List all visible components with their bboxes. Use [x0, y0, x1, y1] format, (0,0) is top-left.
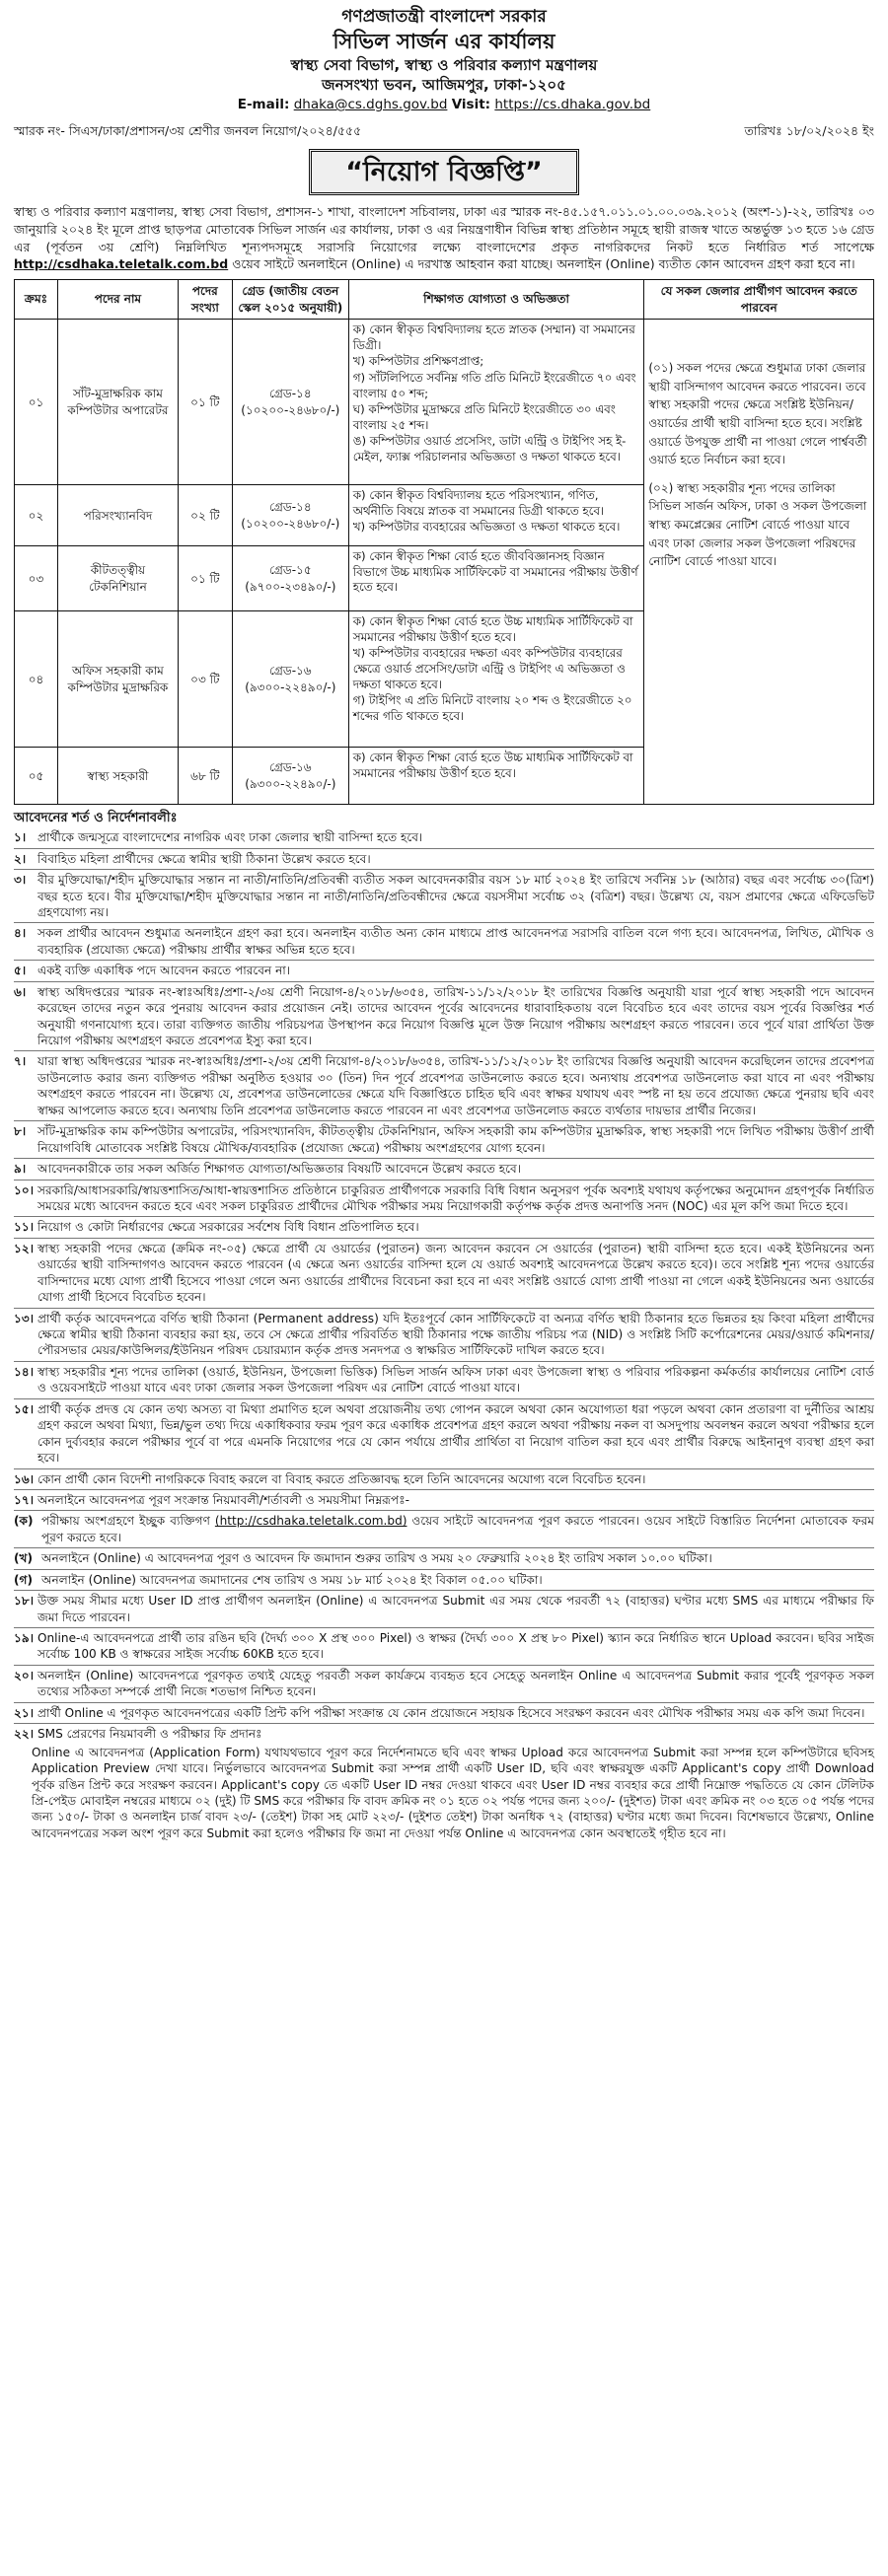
office-name: সিভিল সার্জন এর কার্যালয় — [333, 30, 555, 54]
condition-number: ১১। — [14, 1220, 35, 1235]
online-rule-item — [14, 1548, 874, 1569]
condition-number: ১৮। — [14, 1594, 35, 1609]
condition-item — [14, 1666, 874, 1703]
title-wrap — [14, 149, 874, 195]
qualification-item: খ) কম্পিউটার ব্যবহারের অভিজ্ঞতা ও দক্ষতা থাকতে হবে। — [352, 520, 621, 535]
row-count: ০১ টি — [178, 320, 232, 485]
condition-item — [14, 1703, 874, 1724]
condition-number: ৬। — [14, 984, 27, 999]
eligible-districts — [644, 320, 874, 805]
qualification-item: খ) কম্পিউটার প্রশিক্ষণপ্রাপ্ত; — [352, 354, 484, 369]
condition-number: ২০। — [14, 1668, 35, 1682]
district-note-2: (০২) স্বাস্থ্য সহকারীর শূন্য পদের তালিকা সিভিল সার্জন অফিস, ঢাকা ও সকল উপজেলা স্বাস্থ্য কমপ্লেক্সের নোটিশ বোর্ডে পাওয়া যাবে এবং ঢাকা জেলার সকল উপজেলা পরিষদের নোটিশ বোর্ডে পাওয়া যাবে। — [648, 480, 867, 569]
condition-text: প্রার্থী কর্তৃক প্রদত্ত যে কোন তথ্য অসত্য বা মিথ্যা প্রমাণিত হলে অথবা প্রয়োজনীয় তথ্য গোপন করলে অথবা কোন অযোগ্যতা ধরা পড়লে অথবা কোন প্রতারণা বা দুর্নীতির আশ্রয় গ্রহণ করলে অথবা মিথ্যা, ভিন্ন/ভুল তথ্য দিয়ে একাধিকবার ফরম পূরণ করে একাধিক প্রবেশপত্র গ্রহণ করলে অথবা পরীক্ষায় নকল বা অসদুপায় অবলম্বন করলে অথবা পরীক্ষার হলে কোন দুর্ব্যবহার করলে পরীক্ষার পূর্বে বা পরে এমনকি নিয়োগের পরে যে কোন পর্যায়ে প্রার্থীর প্রার্থিতা বা নিয়োগ বাতিল করা হবে এবং প্রার্থীর বিরুদ্ধে আইনানুগ ব্যবস্থা গ্রহণ করা হবে। — [37, 1401, 874, 1466]
condition-text: একই ব্যক্তি একাধিক পদে আবেদন করতে পারবেন না। — [37, 964, 291, 978]
row-post: অফিস সহকারী কাম কম্পিউটার মুদ্রাক্ষরিক — [57, 611, 178, 748]
row-post: পরিসংখ্যানবিদ — [57, 485, 178, 546]
contact-line — [14, 96, 874, 114]
condition-number: ২১। — [14, 1705, 35, 1720]
district-note-1: (০১) সকল পদের ক্ষেত্রে শুধুমাত্র ঢাকা জেলার স্থায়ী বাসিন্দাগণ আবেদন করতে পারবেন। তবে স্বাস্থ্য সহকারী পদের ক্ষেত্রে সংশ্লিষ্ট ইউনিয়ন/ওয়ার্ডের প্রার্থী স্থায়ী বাসিন্দা হতে হবে। সংশ্লিষ্ট ওয়ার্ডে উপযুক্ত প্রার্থী না পাওয়া গেলে পার্শ্ববর্তী ওয়ার্ড হতে নির্বাচন করা হবে। — [648, 361, 867, 467]
email-link[interactable]: dhaka@cs.dghs.gov.bd — [293, 97, 448, 113]
memo-line — [14, 122, 874, 139]
row-serial: ০৪ — [15, 611, 58, 748]
pay-scale: (৯৩০০-২২৪৯০/-) — [245, 680, 336, 694]
condition-text: স্বাস্থ্য সহকারীর শূন্য পদের তালিকা (ওয়ার্ড, ইউনিয়ন, উপজেলা ভিত্তিক) সিভিল সার্জন অফিস ঢাকা এবং উপজেলা স্বাস্থ্য ও পরিবার পরিকল্পনা কর্মকর্তার কার্যালয়ের নোটিশ বোর্ড ও ওয়েবসাইটে পাওয়া যাবে এবং ঢাকা জেলার সকল উপজেলা পরিষদ এর নোটিশ বোর্ডে পাওয়া যাবে। — [37, 1364, 874, 1395]
row-grade — [232, 320, 348, 485]
condition-text: সকল প্রার্থীর আবেদন শুধুমাত্র অনলাইনে গ্রহণ করা হবে। অনলাইন ব্যতীত অন্য কোন মাধ্যমে প্রাপ্ত আবেদনপত্র সরাসরি বাতিল বলে গণ্য হবে। আবেদনপত্র, লিখিত, মৌখিক ও ব্যবহারিক (প্রযোজ্য ক্ষেত্রে) পরীক্ষায় প্রার্থীর স্বাক্ষর অভিন্ন হতে হবে। — [37, 926, 874, 957]
condition-text: যারা স্বাস্থ্য অধিদপ্তরের স্মারক নং-স্বাঃঅধিঃ/প্রশা-২/৩য় শ্রেণী নিয়োগ-৪/২০১৮/৬৩৫৪, তারিখ-১১/১২/২০১৮ ইং তারিখের বিজ্ঞপ্তি অনুযায়ী আবেদন করেছিলেন তাদের প্রবেশপত্র ডাউনলোড করার জন্য ব্যক্তিগত পরীক্ষা অনুষ্ঠিত হওয়ার ৩০ (তিন) দিন পূর্বে প্রবেশপত্র ডাউনলোড করতে হবে। অন্যথায় প্রবেশপত্র ডাউনলোড করা যাবে না এবং পরীক্ষায় অংশগ্রহণ করতে পারবেন না। উল্লেখ্য যে, প্রবেশপত্র ডাউনলোডের ক্ষেত্রে যদি বিজ্ঞাপ্তিতে চাহিত ছবি এবং স্বাক্ষর যথাযথ এবং স্পষ্ট না হয় তবে প্রযোজ্য ক্ষেত্রে পুনরায় ছবি এবং স্বাক্ষর আপলোড করতে হবে। অন্যথায় তিনি প্রবেশপত্র ডাউনলোড করতে পারবেন না এবং প্রবেশপত্র ডাউনলোড করতে ব্যর্থতার দায়ভার প্রার্থীর নিজের। — [37, 1054, 875, 1117]
condition-number: ৭। — [14, 1054, 27, 1069]
condition-item — [14, 1309, 874, 1362]
condition-text: Online-এ আবেদনপত্রে প্রার্থী তার রঙিন ছবি (দৈর্ঘ্য ৩০০ X প্রস্থ ৩০০ Pixel) ও স্বাক্ষর (দৈর্ঘ্য ৩০০ X প্রস্থ ৮০ Pixel) স্ক্যান করে নির্ধারিত স্থানে Upload করবেন। ছবির সাইজ সর্বোচ্চ 100 KB ও স্বাক্ষরের সাইজ সর্বোচ্চ 60KB হতে হবে। — [37, 1631, 874, 1662]
condition-text: প্রার্থী Online এ পূরণকৃত আবেদনপত্রের একটি প্রিন্ট কপি পরীক্ষা সংক্রান্ত যে কোন প্রয়োজনে সহায়ক হিসেবে সংরক্ষণ করবেন এবং মৌখিক পরীক্ষার সময় এক কপি জমা দিবেন। — [37, 1705, 865, 1720]
application-site-link[interactable]: http://csdhaka.teletalk.com.bd — [14, 256, 229, 272]
row-qualification — [348, 611, 644, 748]
row-grade — [232, 748, 348, 805]
header-qualification: শিক্ষাগত যোগ্যতা ও অভিজ্ঞতা — [348, 280, 644, 320]
condition-text: উক্ত সময় সীমার মধ্যে User ID প্রাপ্ত প্রার্থীগণ অনলাইন (Online) এ আবেদনপত্র Submit এর সময় থেকে পরবর্তী ৭২ (বাহাত্তর) ঘণ্টার মধ্যে SMS এর মাধ্যমে পরীক্ষার ফি জমা দিতে পারবেন। — [37, 1594, 874, 1624]
online-rule-number: (খ) — [14, 1551, 33, 1566]
qualification-item: ঘ) কম্পিউটার মুদ্রাক্ষরে প্রতি মিনিটে ইংরেজীতে ৩০ এবং বাংলায় ২৫ শব্দ। — [352, 402, 616, 432]
row-serial: ০২ — [15, 485, 58, 546]
condition-item — [14, 1591, 874, 1628]
grade-label: গ্রেড-১৪ — [269, 387, 312, 401]
condition-text: বীর মুক্তিযোদ্ধা/শহীদ মুক্তিযোদ্ধার সন্তান না নাতী/নাতিনি/প্রতিবন্ধী ব্যতীত সকল আবেদনকারীর বয়স ১৮ মার্চ ২০২৪ ইং তারিখে সর্বনিম্ন ১৮ (আঠার) বছর এবং সর্বোচ্চ ৩০(ত্রিশ) বছর হতে হবে। বীর মুক্তিযোদ্ধা/শহীদ মুক্তিযোদ্ধার সন্তান না নাতী/নাতিনি/প্রতিবন্ধীদের ক্ষেত্রে বয়সসীমা সর্বোচ্চ ৩২ (বত্রিশ) বছর। উল্লেখ্য যে, বয়স প্রমাণের ক্ষেত্রে এফিডেভিট গ্রহণযোগ্য নয়। — [37, 873, 874, 919]
row-qualification — [348, 320, 644, 485]
online-apply-link[interactable]: (http://csdhaka.teletalk.com.bd) — [214, 1514, 407, 1529]
header-district: যে সকল জেলার প্রার্থীগণ আবেদন করতে পারবেন — [644, 280, 874, 320]
row-serial: ০৫ — [15, 748, 58, 805]
memo-number: স্মারক নং- সিএস/ঢাকা/প্রশাসন/৩য় শ্রেণীর জনবল নিয়োগ/২০২৪/৫৫৫ — [14, 122, 362, 138]
condition-number: ১৭। — [14, 1492, 35, 1507]
grade-label: গ্রেড-১৫ — [269, 563, 312, 578]
condition-number: ২২। — [14, 1727, 35, 1742]
pay-scale: (১০২০০-২৪৬৮০/-) — [241, 516, 340, 531]
row-post: কীটতত্ত্বীয় টেকনিশিয়ান — [57, 546, 178, 611]
online-rule-number: (গ) — [14, 1572, 33, 1587]
condition-number: ২। — [14, 851, 27, 866]
conditions-title: আবেদনের শর্ত ও নির্দেশনাবলীঃ — [14, 811, 178, 826]
qualification-item: খ) কম্পিউটার ব্যবহারের দক্ষতা এবং কম্পিউটার ব্যবহারের ক্ষেত্রে ওয়ার্ড প্রসেসিং/ডাটা এন্ট্রি ও টাইপিং এ অভিজ্ঞতা ও দক্ষতা থাকতে হবে। — [352, 646, 626, 691]
condition-text: প্রার্থীকে জন্মসূত্রে বাংলাদেশের নাগরিক এবং ঢাকা জেলার স্থায়ী বাসিন্দা হতে হবে। — [37, 830, 423, 845]
condition-text: স্বাস্থ্য সহকারী পদের ক্ষেত্রে (ক্রমিক নং-০৫) ক্ষেত্রে প্রার্থী যে ওয়ার্ডের (পুরাতন) জন্য আবেদন করবেন সে ওয়ার্ডের (পুরাতন) স্থায়ী বাসিন্দা হতে হবে। একই ইউনিয়নের অন্য ওয়ার্ডের স্থায়ী বাসিন্দাগণও আবেদন করতে পারবেন (এ ক্ষেত্রে অন্য ওয়ার্ডের বাসিন্দা হলে যে ওয়ার্ড অবশ্যই আবেদনপত্রে উল্লেখ করতে হবে)। তবে সংশ্লিষ্ট শূন্য পদের ওয়ার্ডের বাসিন্দাদের মধ্যে যোগ্য প্রার্থী হিসেবে পাওয়া গেলে অন্য ওয়ার্ডের প্রার্থীদের বিবেচনা করা হবে না এবং সংশ্লিষ্ট ওয়ার্ডে যোগ্য প্রার্থী পাওয়া না গেলে একই ইউনিয়নের অন্য ওয়ার্ডের যোগ্য প্রার্থী হিসেবে বিবেচিত হবেন। — [37, 1241, 874, 1305]
condition-item — [14, 870, 874, 923]
online-rule-number: (ক) — [14, 1514, 34, 1529]
condition-item — [14, 923, 874, 961]
table-header-row — [15, 280, 874, 320]
office-address: জনসংখ্যা ভবন, আজিমপুর, ঢাকা-১২০৫ — [322, 76, 566, 95]
row-count: ০২ টি — [178, 485, 232, 546]
header-post: পদের নাম — [57, 280, 178, 320]
pay-scale: (৯৭০০-২৩৪৯০/-) — [245, 579, 336, 594]
vacancy-table — [14, 279, 874, 805]
condition-number: ১৩। — [14, 1311, 35, 1325]
condition-number: ৮। — [14, 1124, 27, 1139]
qualification-item: ক) কোন স্বীকৃত শিক্ষা বোর্ড হতে উচ্চ মাধ্যমিক সার্টিফিকেট বা সমমানের পরীক্ষায় উত্তীর্ণ হতে হবে। — [352, 751, 633, 780]
row-grade — [232, 546, 348, 611]
grade-label: গ্রেড-১৬ — [269, 664, 312, 679]
condition-number: ৫। — [14, 964, 27, 978]
condition-item — [14, 1051, 874, 1121]
condition-text: অনলাইনে আবেদনপত্র পূরণ সংক্রান্ত নিয়মাবলী/শর্তাবলী ও সময়সীমা নিম্নরূপঃ- — [37, 1492, 410, 1507]
condition-number: ৪। — [14, 926, 27, 941]
website-link[interactable]: https://cs.dhaka.gov.bd — [494, 97, 651, 113]
row-grade — [232, 611, 348, 748]
condition-text: SMS প্রেরণের নিয়মাবলী ও পরীক্ষার ফি প্রদানঃ — [37, 1727, 262, 1742]
row-serial: ০৩ — [15, 546, 58, 611]
condition-item — [14, 1239, 874, 1309]
pay-scale: (১০২০০-২৪৬৮০/-) — [241, 402, 340, 417]
condition-item — [14, 1217, 874, 1238]
condition-item — [14, 827, 874, 848]
header-count: পদের সংখ্যা — [178, 280, 232, 320]
condition-item — [14, 1362, 874, 1399]
condition-text: নিয়োগ ও কোটা নির্ধারণের ক্ষেত্রে সরকারের সর্বশেষ বিধি বিধান প্রতিপালিত হবে। — [37, 1220, 419, 1235]
row-qualification — [348, 485, 644, 546]
condition-number: ১৪। — [14, 1364, 35, 1379]
header-serial: ক্রমঃ — [15, 280, 58, 320]
qualification-item: ক) কোন স্বীকৃত বিশ্ববিদ্যালয় হতে স্নাতক (সম্মান) বা সমমানের ডিগ্রী। — [352, 322, 635, 352]
condition-number: ৩। — [14, 873, 27, 888]
condition-item — [14, 961, 874, 981]
condition-text: কোন প্রার্থী কোন বিদেশী নাগরিককে বিবাহ করলে বা বিবাহ করতে প্রতিজ্ঞাবদ্ধ হলে তিনি আবেদনের অযোগ্য বলে বিবেচিত হবেন। — [37, 1471, 646, 1486]
condition-item — [14, 1399, 874, 1469]
condition-text: অনলাইন (Online) আবেদনপত্রে পূরণকৃত তথ্যই যেহেতু পরবর্তী সকল কার্যক্রমে ব্যবহৃত হবে সেহেতু অনলাইন Online এ আবেদনপত্র Submit করার পূর্বেই পূরণকৃত সকল তথ্যের সঠিকতা সম্পর্কে প্রার্থী নিজে শতভাগ নিশ্চিত হবেন। — [37, 1668, 874, 1699]
row-qualification — [348, 748, 644, 805]
intro-text: স্বাস্থ্য ও পরিবার কল্যাণ মন্ত্রণালয়, স্বাস্থ্য সেবা বিভাগ, প্রশাসন-১ শাখা, বাংলাদেশ সচিবালয়, ঢাকা এর স্মারক নং-৪৫.১৫৭.০১১.০১.০০.০৩৯.২০১২ (অংশ-১)-২২, তারিখঃ ০৩ জানুয়ারি ২০২৪ ইং মূলে প্রাপ্ত ছাড়পত্র মোতাবেক সিভিল সার্জন এর কার্যালয়, ঢাকা ও এর নিয়ন্ত্রণাধীন বিভিন্ন স্বাস্থ্য প্রতিষ্ঠান সমূহে স্থায়ী রাজস্ব খাতে অন্তর্ভুক্ত ১৩ হতে ১৬ গ্রেড এর (পূর্বতন ৩য় শ্রেণি) নিম্নলিখিত শূন্যপদসমূহে সরাসরি নিয়োগের লক্ষ্যে বাংলাদেশের প্রকৃত নাগরিকদের নিকট হতে নির্ধারিত শর্ত সাপেক্ষে — [14, 204, 874, 254]
condition-text: সাঁট-মুদ্রাক্ষরিক কাম কম্পিউটার অপারেটর, পরিসংখ্যানবিদ, কীটতত্ত্বীয় টেকনিশিয়ান, অফিস সহকারী কাম কম্পিউটার মুদ্রাক্ষরিক, স্বাস্থ্য সহকারী পদে লিখিত পরীক্ষায় উত্তীর্ণ প্রার্থী নিয়োগবিধি মোতাবেক সংশ্লিষ্ট বিষয়ে মৌখিক/ব্যবহারিক (প্রযোজ্য ক্ষেত্রে) পরীক্ষায় অংশগ্রহণের যোগ্য হবেন। — [37, 1124, 874, 1155]
online-rule-item — [14, 1511, 874, 1548]
condition-text: বিবাহিত মহিলা প্রার্থীদের ক্ষেত্রে স্বামীর স্থায়ী ঠিকানা উল্লেখ করতে হবে। — [37, 851, 371, 866]
condition-item — [14, 1724, 874, 1744]
online-rule-text: অনলাইন (Online) আবেদনপত্র জমাদানের শেষ তারিখ ও সময় ১৮ মার্চ ২০২৪ ইং বিকাল ০৫.০০ ঘটিকা। — [41, 1572, 543, 1587]
condition-number: ১৫। — [14, 1401, 35, 1416]
condition-item — [14, 982, 874, 1052]
condition-item — [14, 1181, 874, 1218]
condition-number: ৯। — [14, 1162, 27, 1177]
qualification-item: ক) কোন স্বীকৃত বিশ্ববিদ্যালয় হতে পরিসংখ্যান, গণিত, অর্থনীতি বিষয়ে স্নাতক বা সমমানের ডিগ্রী থাকতে হবে। — [352, 488, 605, 518]
row-count: ৬৮ টি — [178, 748, 232, 805]
qualification-item: ক) কোন স্বীকৃত শিক্ষা বোর্ড হতে জীববিজ্ঞানসহ বিজ্ঞান বিভাগে উচ্চ মাধ্যমিক সার্টিফিকেট বা সমমানের পরীক্ষায় উত্তীর্ণ হতে হবে। — [352, 549, 638, 595]
condition-item — [14, 1490, 874, 1511]
row-grade — [232, 485, 348, 546]
office-header — [14, 0, 874, 114]
pay-scale: (৯৩০০-২২৪৯০/-) — [245, 776, 336, 791]
qualification-item: ঙ) কম্পিউটার ওয়ার্ড প্রসেসিং, ডাটা এন্ট্রি ও টাইপিং সহ ই-মেইল, ফ্যাক্স পরিচালনার অভিজ্ঞতা ও দক্ষতা থাকতে হবে। — [352, 434, 627, 464]
table-row — [15, 320, 874, 485]
conditions-list — [14, 827, 874, 1841]
intro-text-after: ওয়েব সাইটে অনলাইনে (Online) এ দরখাস্ত আহবান করা যাচ্ছে। অনলাইন (Online) ব্যতীত কোন আবেদন গ্রহণ করা হবে না। — [232, 256, 855, 272]
qualification-item: গ) সাঁটলিপিতে সর্বনিম্ন গতি প্রতি মিনিটে ইংরেজীতে ৭০ এবং বাংলায় ৫০ শব্দ; — [352, 370, 636, 400]
row-count: ০৩ টি — [178, 611, 232, 748]
condition-number: ১৯। — [14, 1631, 35, 1646]
visit-label: Visit: — [451, 97, 491, 113]
qualification-item: গ) টাইপিং এ প্রতি মিনিটে বাংলায় ২০ শব্দ ও ইংরেজীতে ২০ শব্দের গতি থাকতে হবে। — [352, 693, 632, 723]
row-post: সাঁট-মুদ্রাক্ষরিক কাম কম্পিউটার অপারেটর — [57, 320, 178, 485]
row-count: ০১ টি — [178, 546, 232, 611]
online-rule-text-after: ওয়েব সাইটে আবেদনপত্র পূরণ করতে পারবেন। ওয়েব সাইটে বিস্তারিত নির্দেশনা মোতাবেক ফরম পূরণ করতে হবে। — [41, 1514, 874, 1544]
condition-item — [14, 1159, 874, 1180]
condition-item — [14, 1469, 874, 1490]
condition-text: স্বাস্থ্য অধিদপ্তরের স্মারক নং-স্বাঃঅধিঃ/প্রশা-২/৩য় শ্রেণী নিয়োগ-৪/২০১৮/৬৩৫৪, তারিখ-১১/১২/২০১৮ ইং তারিখের বিজ্ঞপ্তি অনুযায়ী যারা পূর্বে স্বাস্থ্য সহকারী পদে আবেদন করেছেন তাদের নতুন করে পুনরায় আবেদন করার প্রয়োজন নেই। তাদের আবেদন পূর্বের আবেদনের ধারাবাহিকতায় বলে বিবেচিত হবে এবং তাদের বয়স পূর্বের বিজ্ঞপ্তির শর্ত অনুযায়ী গণনাযোগ্য হবে। তারা ব্যক্তিগত জাতীয় পরিচয়পত্র উপস্থাপন করে নিয়োগ বিজ্ঞপ্তি মূলে উক্ত নিয়োগ পরীক্ষায় অংশগ্রহণ করতে পারবেন। তবে পূর্বে যারা প্রার্থিতা উক্ত নিয়োগ পরীক্ষায় অংশগ্রহণ করতে প্রবেশপত্র ইস্যু করা হবে। — [37, 984, 874, 1048]
row-serial: ০১ — [15, 320, 58, 485]
condition-text: সরকারি/আধাসরকারি/স্বায়ত্তশাসিত/আধা-স্বায়ত্তশাসিত প্রতিষ্ঠানে চাকুরিরত প্রার্থীগণকে সরকারি বিধি বিধান অনুসরণ পূর্বক অবশ্যই যথাযথ কর্তৃপক্ষের অনুমোদন গ্রহণপূর্বক নির্ধারিত সময়ের মধ্যে আবেদন করতে হবে এবং সকল চাকুরিরত প্রার্থীদের মৌখিক পরীক্ষার সময় নিয়োগকারী কর্তৃপক্ষ কর্তৃক প্রদত্ত অনাপত্তি সনদ (NOC) এর মূল কপি জমা দিতে হবে। — [37, 1182, 874, 1213]
condition-text: প্রার্থী কর্তৃক আবেদনপত্রে বর্ণিত স্থায়ী ঠিকানা (Permanent address) যদি ইতঃপূর্বে কোন সার্টিফিকেটে বা অন্যত্র বর্ণিত স্থায়ী ঠিকানার হতে ভিন্নতর হয় কিংবা মহিলা প্রার্থীদের ক্ষেত্রে স্বামীর স্থায়ী ঠিকানা ব্যবহার করা হয়, তবে সে ক্ষেত্রে প্রার্থীর পরিবর্তিত স্থায়ী ঠিকানার পক্ষে জাতীয় পরিচয় পত্র (NID) ও সংশ্লিষ্ট সিটি কর্পোরেশনের মেয়র/ওয়ার্ড কমিশনার/পৌরসভার মেয়র/কাউন্সিলর/ইউনিয়ন পরিষদ চেয়ারম্যান কর্তৃক প্রদত্ত সনদপত্র ও স্বাক্ষরিত সার্টিফিকেট দাখিল করতে হবে। — [37, 1311, 874, 1358]
sms-instructions: Online এ আবেদনপত্র (Application Form) যথাযথভাবে পূরণ করে নির্দেশনামতে ছবি এবং স্বাক্ষর Upload করে আবেদনপত্র Submit করা সম্পন্ন হলে কম্পিউটারে ছবিসহ Application Preview দেখা যাবে। নির্ভুলভাবে আবেদনপত্র Submit করা সম্পন্ন প্রার্থী একটি User ID, ছবি এবং স্বাক্ষরযুক্ত একটি Applicant's copy প্রার্থী Download পূর্বক রঙিন প্রিন্ট করে সংরক্ষণ করবেন। Applicant's copy তে একটি User ID নম্বর দেওয়া থাকবে এবং User ID নম্বর ব্যবহার করে প্রার্থী নিম্নোক্ত পদ্ধতিতে যে কোন টেলিটক প্রি-পেইড মোবাইল নম্বরের মাধ্যমে ০২ (দুই) টি SMS করে পরীক্ষার ফি বাবদ ক্রমিক নং ০১ হতে ০২ পর্যন্ত পদের জন্য ২০০/- (দুইশত) টাকা এবং ক্রমিক নং ০৩ হতে ০৫ পর্যন্ত পদের জন্য ১৫০/- টাকা ও অনলাইন চার্জ বাবদ ২৩/- (তেইশ) টাকা সহ মোট ২২৩/- (দুইশত তেইশ) টাকা অনধিক ৭২ (বাহাত্তর) ঘণ্টার মধ্যে জমা দিবেন। বিশেষভাবে উল্লেখ্য, Online আবেদনপত্রের সকল অংশ পূরণ করে Submit করা হলেও পরীক্ষার ফি জমা না দেওয়া পর্যন্ত Online এ আবেদনপত্র কোন অবস্থাতেই গৃহীত হবে না। — [32, 1745, 874, 1840]
condition-number: ১০। — [14, 1182, 35, 1197]
row-post: স্বাস্থ্য সহকারী — [57, 748, 178, 805]
online-rule-text: অনলাইনে (Online) এ আবেদনপত্র পূরণ ও আবেদন ফি জমাদান শুরুর তারিখ ও সময় ২০ ফেব্রুয়ারি ২০২৪ ইং তারিখ সকাল ১০.০০ ঘটিকা। — [41, 1551, 712, 1566]
grade-label: গ্রেড-১৬ — [269, 760, 312, 775]
notice-title: “নিয়োগ বিজ্ঞপ্তি” — [309, 149, 579, 195]
condition-number: ১৬। — [14, 1471, 35, 1486]
condition-item — [14, 1628, 874, 1666]
qualification-item: ক) কোন স্বীকৃত শিক্ষা বোর্ড হতে উচ্চ মাধ্যমিক সার্টিফিকেট বা সমমানের পরীক্ষায় উত্তীর্ণ হতে হবে। — [352, 614, 633, 644]
grade-label: গ্রেড-১৪ — [269, 500, 312, 515]
condition-number: ১২। — [14, 1241, 35, 1255]
header-grade: গ্রেড (জাতীয় বেতন স্কেল ২০১৫ অনুযায়ী) — [232, 280, 348, 320]
condition-number: ১। — [14, 830, 27, 845]
condition-item — [14, 849, 874, 870]
intro-paragraph — [14, 203, 874, 273]
condition-item — [14, 1121, 874, 1159]
row-qualification — [348, 546, 644, 611]
government-name: গণপ্রজাতন্ত্রী বাংলাদেশ সরকার — [341, 7, 547, 27]
email-label: E-mail: — [237, 97, 290, 113]
online-rule-item — [14, 1570, 874, 1591]
online-rule-text: পরীক্ষায় অংশগ্রহণে ইচ্ছুক ব্যক্তিগণ — [41, 1514, 210, 1529]
condition-text: আবেদনকারীকে তার সকল অর্জিত শিক্ষাগত যোগ্যতা/অভিজ্ঞতার বিষয়টি আবেদনে উল্লেখ করতে হবে। — [37, 1162, 522, 1177]
memo-date: তারিখঃ ১৮/০২/২০২৪ ইং — [744, 122, 874, 138]
ministry-name: স্বাস্থ্য সেবা বিভাগ, স্বাস্থ্য ও পরিবার কল্যাণ মন্ত্রণালয় — [290, 55, 598, 74]
